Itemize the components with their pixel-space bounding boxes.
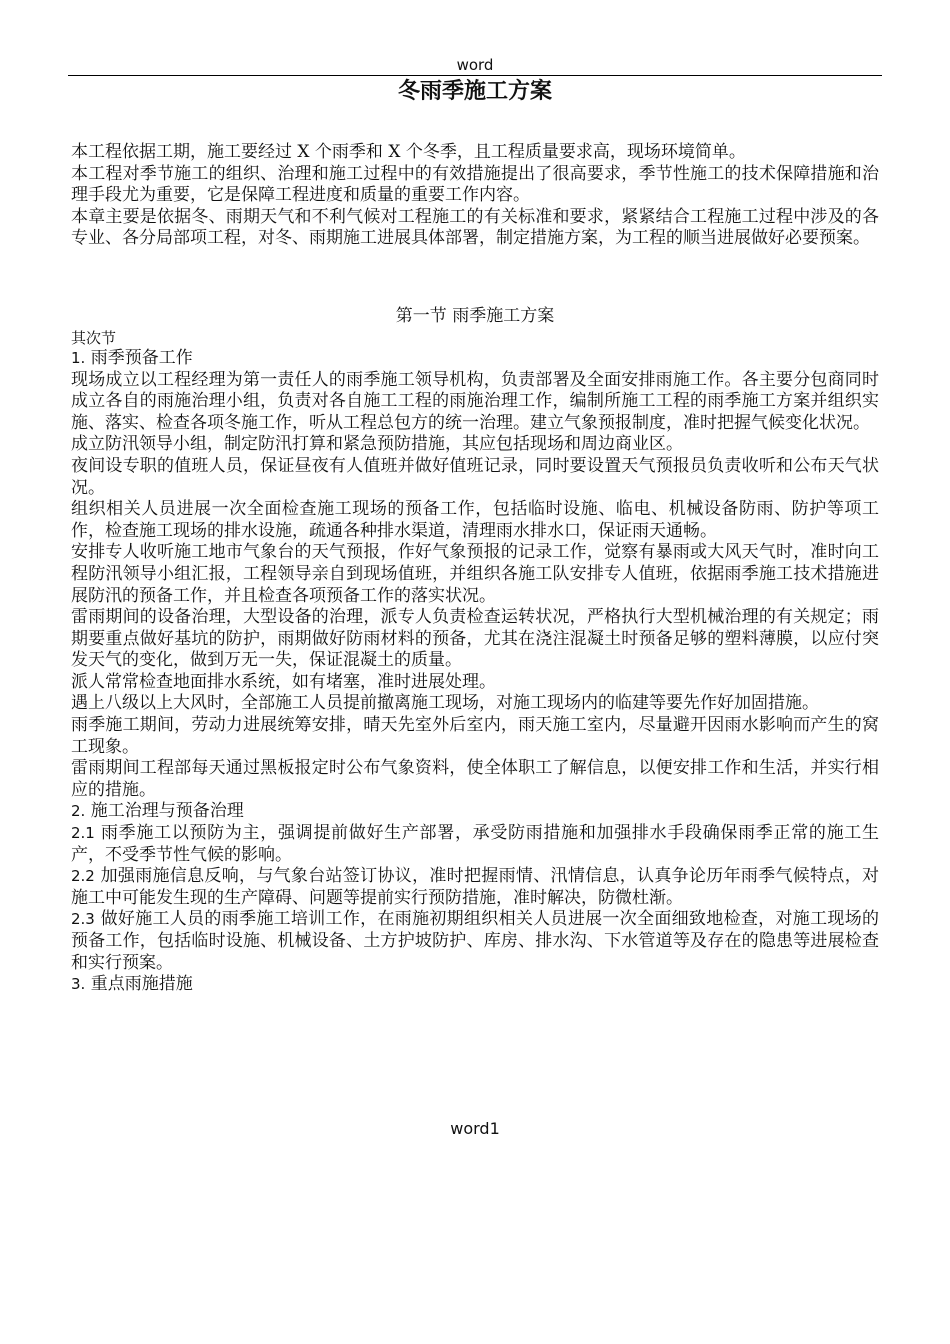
heading-text: 施工治理与预备治理 [90,801,244,822]
body-paragraph: 成立防汛领导小组，制定防汛打算和紧急预防措施，其应包括现场和周边商业区。 [71,434,683,455]
body-paragraph: 夜间设专职的值班人员，保证昼夜有人值班并做好值班记录，同时要设置天气预报员负责收听和公布天气状况。 [71,455,879,498]
item-text: 雨季施工以预防为主，强调提前做好生产部署，承受防雨措施和加强排水手段确保雨季正常的施工生产，不受季节性气候的影响。 [71,823,880,865]
body-paragraph: 现场成立以工程经理为第一责任人的雨季施工领导机构，负责部署及全面安排雨施工作。各主要分包商同时成立各自的雨施治理小组，负责对各自施工工程的雨施治理工作，编制所施工工程的雨季施工方案并组织实施、落实、检查各项冬施工作，听从工程总包方的统一治理。建立气象预报制度，准时把握气候变化状况。 [71,369,879,433]
heading-rainy-prep [71,348,879,370]
document-body [71,142,879,996]
heading-construction-management [71,801,879,823]
item-text: 加强雨施信息反响，与气象台站签订协议，准时把握雨情、汛情信息，认真争论历年雨季气候特点，对施工中可能发生现的生产障碍、问题等提前实行预防措施，准时解决，防微杜渐。 [71,866,880,908]
body-paragraph: 派人常常检查地面排水系统，如有堵塞，准时进展处理。 [71,671,496,692]
heading-number: 1. [71,348,86,367]
body-paragraph: 雷雨期间工程部每天通过黑板报定时公布气象资料，使全体职工了解信息，以便安排工作和生活，并实行相应的措施。 [71,758,879,800]
intro-paragraph: 本工程对季节施工的组织、治理和施工过程中的有效措施提出了很高要求，季节性施工的技术保障措施和治理手段尤为重要，它是保障工程进度和质量的重要工作内容。 [71,163,879,206]
item-number: 2.3 [71,910,95,929]
section-title: 第一节 雨季施工方案 [395,305,555,326]
heading-text: 重点雨施措施 [90,974,193,995]
intro-section [71,142,879,250]
heading-number: 2. [71,802,86,821]
document-title: 冬雨季施工方案 [397,78,552,104]
heading-text: 雨季预备工作 [90,347,193,368]
spacer [71,250,879,304]
heading-key-measures [71,974,879,996]
numbered-item [71,823,879,866]
item-text: 做好施工人员的雨季施工培训工作，在雨施初期组织相关人员进展一次全面细致地检查，对施工现场的预备工作，包括临时设施、机械设备、土方护坡防护、库房、排水沟、下水管道等及存在的隐患等进展检查和实行预案。 [71,909,880,973]
item-number: 2.1 [71,824,95,843]
heading-number: 3. [71,975,86,994]
body-paragraph: 遇上八级以上大风时，全部施工人员提前撤离施工现场，对施工现场内的临建等要先作好加固措施。 [71,693,819,714]
intro-paragraph: 本章主要是依据冬、雨期天气和不利气候对工程施工的有关标准和要求，紧紧结合工程施工过程中涉及的各专业、各分局部项工程，对冬、雨期施工进展具体部署，制定措施方案，为工程的顺当进展做好必要预案。 [71,206,879,249]
page-header: word [456,56,494,74]
body-paragraph: 雷雨期间的设备治理，大型设备的治理，派专人负责检查运转状况，严格执行大型机械治理的有关规定；雨期要重点做好基坑的防护，雨期做好防雨材料的预备，尤其在浇注混凝土时预备足够的塑料薄膜，以应付突发天气的变化，做到万无一失，保证混凝土的质量。 [71,607,879,671]
subsection-label: 其次节 [71,328,117,347]
numbered-item [71,909,879,974]
body-paragraph: 雨季施工期间，劳动力进展统筹安排，晴天先室外后室内，雨天施工室内，尽量避开因雨水影响而产生的窝工现象。 [71,715,879,757]
numbered-item [71,866,879,909]
body-paragraph: 组织相关人员进展一次全面检查施工现场的预备工作，包括临时设施、临电、机械设备防雨、防护等项工作，检查施工现场的排水设施，疏通各种排水渠道，清理雨水排水口，保证雨天通畅。 [71,499,879,541]
page-footer: word1 [450,1119,500,1138]
intro-paragraph: 本工程依据工期，施工要经过 X 个雨季和 X 个冬季，且工程质量要求高，现场环境简单。 [71,142,746,162]
item-number: 2.2 [71,867,95,886]
body-paragraph: 安排专人收听施工地市气象台的天气预报，作好气象预报的记录工作，觉察有暴雨或大风天气时，准时向工程防汛领导小组汇报，工程领导亲自到现场值班，并组织各施工队安排专人值班，依据雨季施工技术措施进展防汛的预备工作，并且检查各项预备工作的落实状况。 [71,542,879,606]
